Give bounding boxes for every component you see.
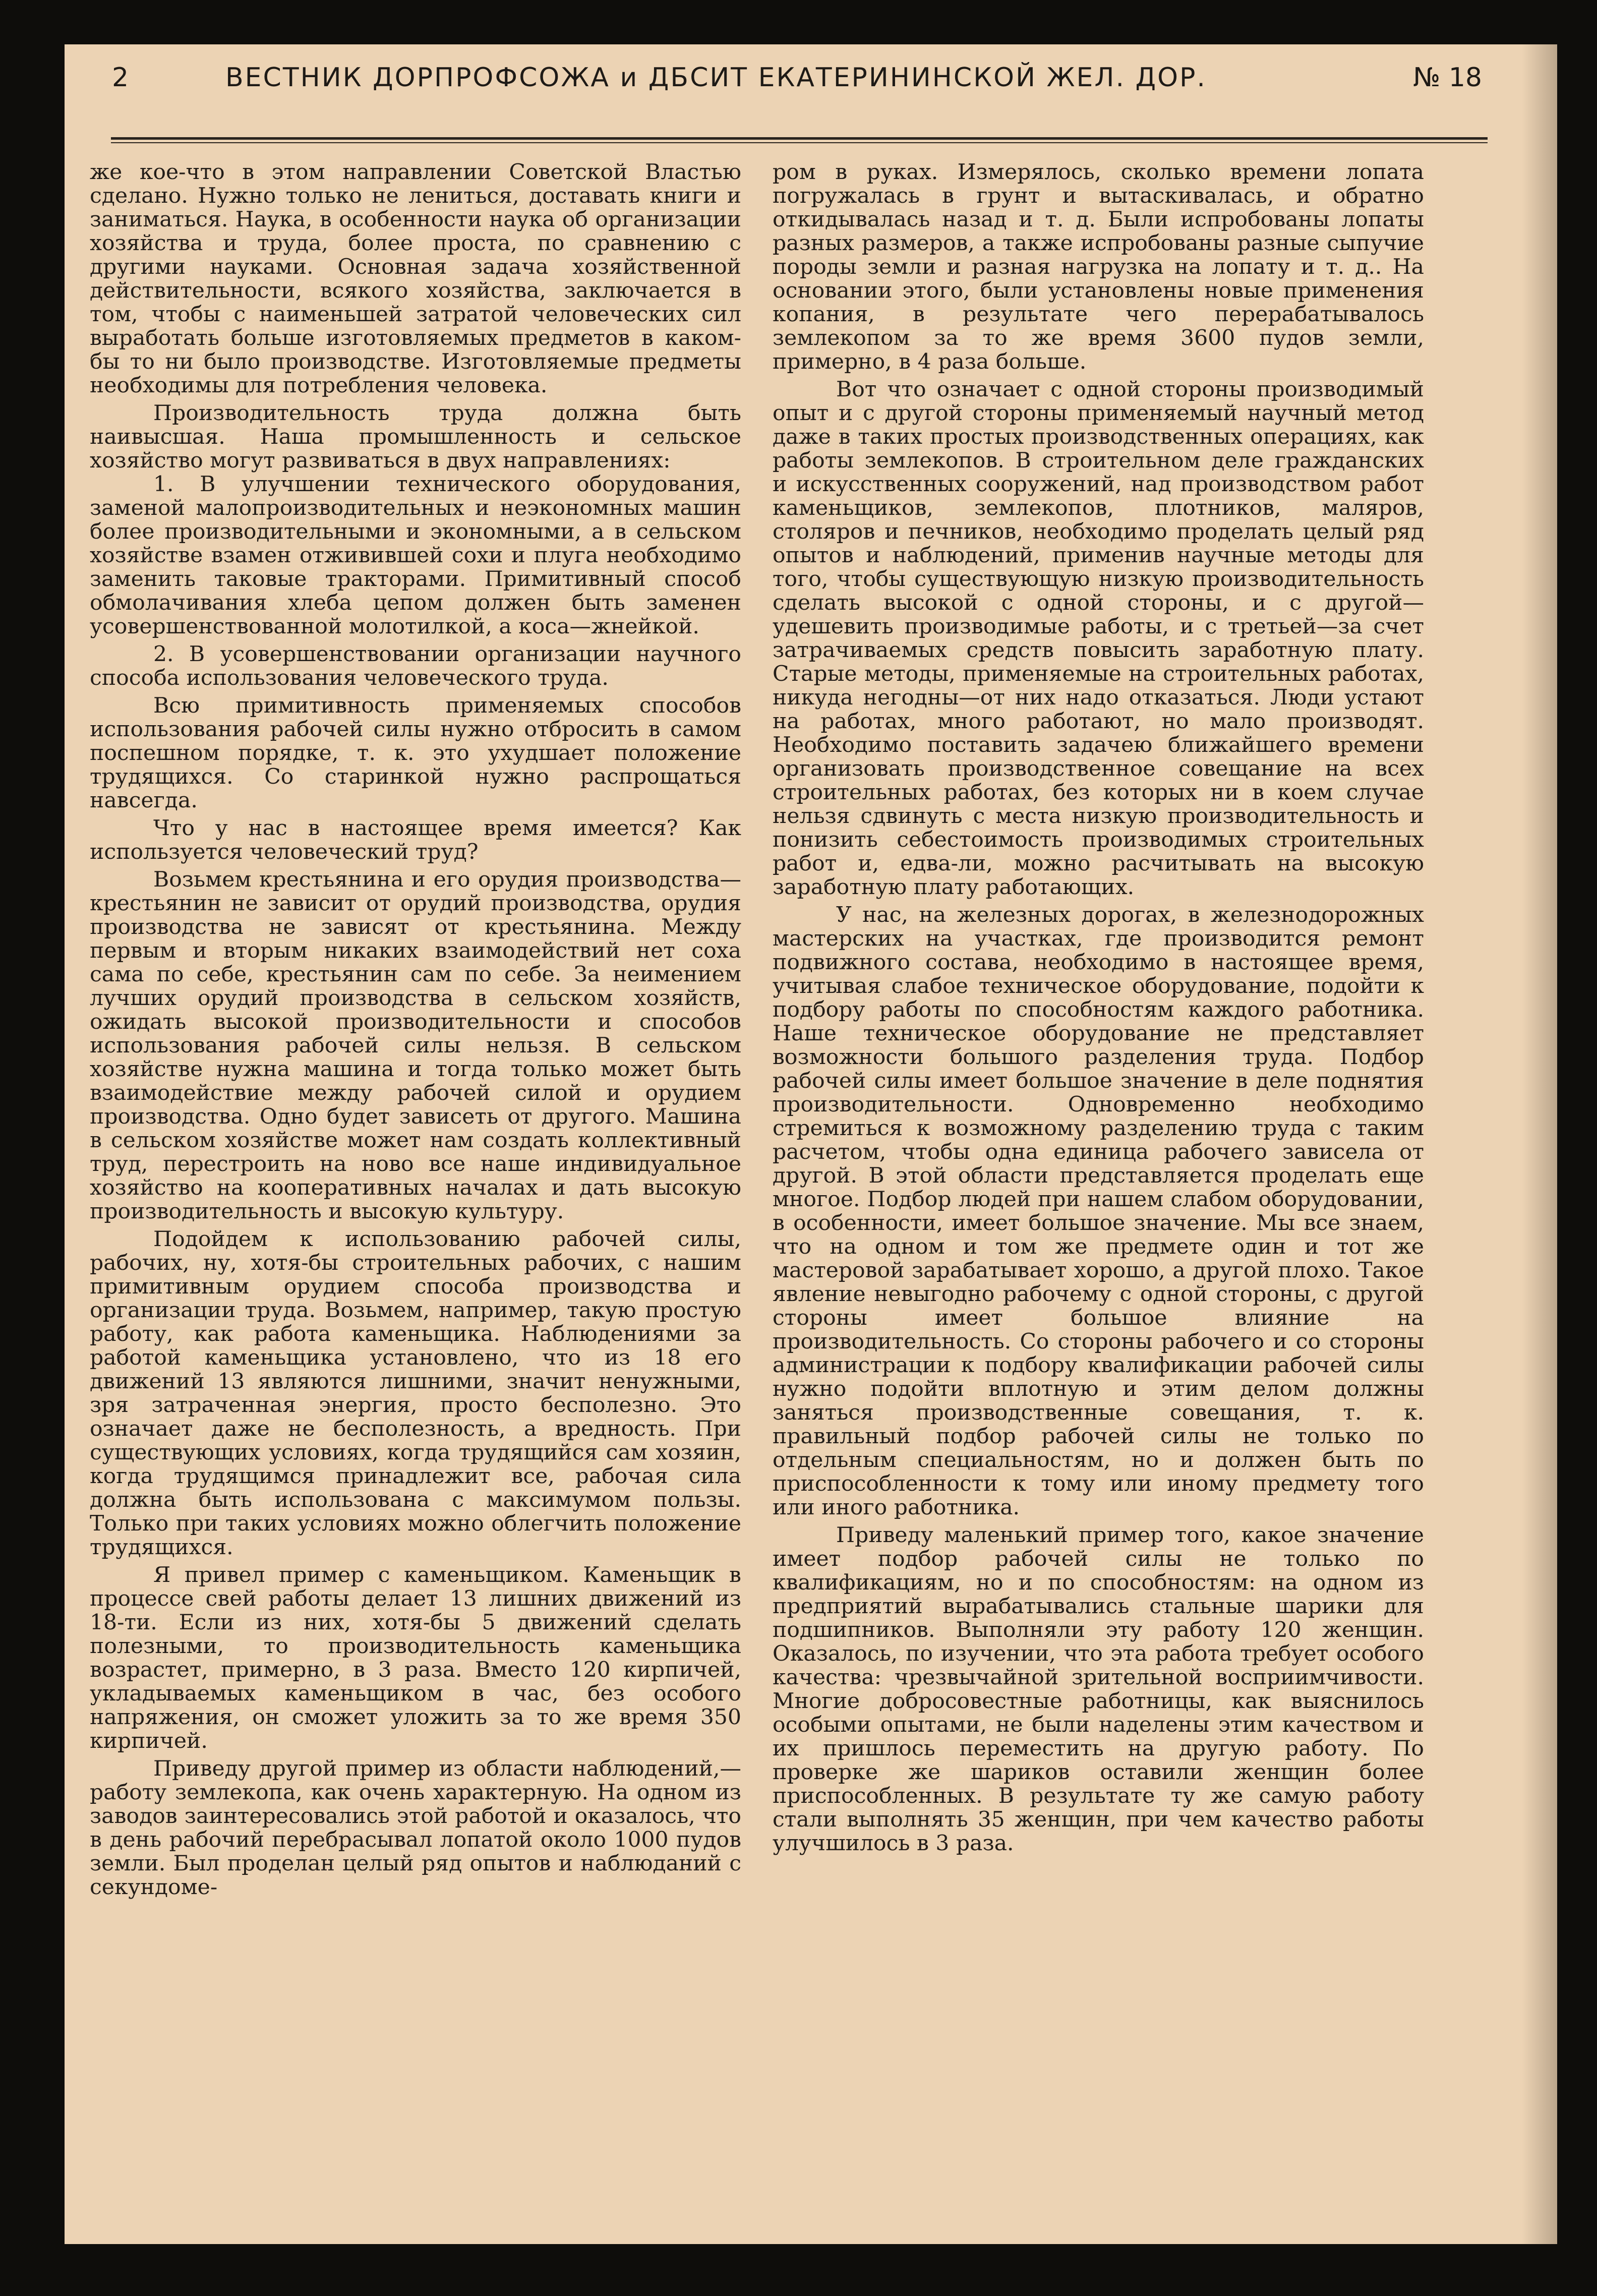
page-number: 2 — [112, 63, 129, 93]
paragraph: Приведу другой пример из области наблюдений,—работу землекопа, как очень характерную. На одном из заводов заинтересовались этой работой и оказалось, что в день рабочий перебрасывал лопатой около 1000 пудов земли. Был проделан целый ряд опытов и наблюданий с секундоме- — [90, 1756, 741, 1900]
paragraph: Приведу маленький пример того, какое значение имеет подбор рабочей силы не только по квалификациям, но и по способностям: на одном из предприятий вырабатывались стальные шарики для подшипников. Выполняли эту работу 120 женщин. Оказалось, по изучении, что эта работа требует особого качества: чрезвычайной зрительной восприимчивости. Многие добросовестные работницы, как выяснилось особыми опытами, не были наделены этим качеством и их пришлось переместить на другую работу. По проверке же шариков оставили женщин более приспособленных. В результате ту же самую работу стали выполнять 35 женщин, при чем качество работы улучшилось в 3 раза. — [773, 1523, 1424, 1856]
page-header — [112, 58, 1486, 94]
paragraph: Всю примитивность применяемых способов использования рабочей силы нужно отбросить в самом поспешном порядке, т. к. это ухудшает положение трудящихся. Со старинкой нужно распрощаться навсегда. — [90, 693, 741, 813]
paragraph: 2. В усовершенствовании организации научного способа использования человеческого труда. — [90, 642, 741, 690]
paragraph: же кое-что в этом направлении Советской Властью сделано. Нужно только не лениться, доставать книги и заниматься. Наука, в особенности наука об организации хозяйства и труда, более проста, по сравнению с другими науками. Основная задача хозяйственной действительности, всякого хозяйства, заключается в том, чтобы с наименьшей затратой человеческих сил выработать больше изготовляемых предметов в каком-бы то ни было производстве. Изготовляемые предметы необходимы для потребления человека. — [90, 160, 741, 398]
header-rule — [111, 137, 1488, 140]
issue-number: № 18 — [1413, 63, 1482, 93]
paragraph: ром в руках. Измерялось, сколько времени лопата погружалась в грунт и вытаскивалась, и обратно откидывалась назад и т. д. Были испробованы лопаты разных размеров, а также испробованы разные сыпучие породы земли и разная нагрузка на лопату и т. д.. На основании этого, были установлены новые применения копания, в результате чего перерабатывалось землекопом за то же время 3600 пудов земли, примерно, в 4 раза больше. — [773, 160, 1424, 374]
publication-title: ВЕСТНИК ДОРПРОФСОЖА и ДБСИТ ЕКАТЕРИНИНСКОЙ ЖЕЛ. ДОР. — [225, 63, 1207, 93]
paragraph: Производительность труда должна быть наивысшая. Наша промышленность и сельское хозяйство могут развиваться в двух направлениях: — [90, 401, 741, 473]
paragraph: У нас, на железных дорогах, в железнодорожных мастерских на участках, где производится ремонт подвижного состава, необходимо в настоящее время, учитывая слабое техническое оборудование, подойти к подбору работы по способностям каждого работника. Наше техническое оборудование не представляет возможности большого разделения труда. Подбор рабочей силы имеет большое значение в деле поднятия производительности. Одновременно необходимо стремиться к возможному разделению труда с таким расчетом, чтобы одна единица рабочего зависела от другой. В этой области представляется проделать еще многое. Подбор людей при нашем слабом оборудовании, в особенности, имеет большое значение. Мы все знаем, что на одном и том же предмете один и тот же мастеровой зарабатывает хорошо, а другой плохо. Такое явление невыгодно рабочему с одной стороны, с другой стороны имеет большое влияние на производительность. Со стороны рабочего и со стороны администрации к подбору квалификации рабочей силы нужно подойти вплотную и этим делом должны заняться производственные совещания, т. к. правильный подбор рабочей силы не только по отдельным специальностям, но и должен быть по приспособленности к тому или иному предмету того или иного работника. — [773, 903, 1424, 1520]
paragraph: Я привел пример с каменьщиком. Каменьщик в процессе свей работы делает 13 лишних движений из 18-ти. Если из них, хотя-бы 5 движений сделать полезными, то производительность каменьщика возрастет, примерно, в 3 раза. Вместо 120 кирпичей, укладываемых каменьщиком в час, без особого напряжения, он сможет уложить за то же время 350 кирпичей. — [90, 1563, 741, 1753]
page-fold-shadow — [1522, 44, 1557, 2244]
paragraph: 1. В улучшении технического оборудования, заменой малопроизводительных и неэкономных машин более производительными и экономными, а в сельском хозяйстве взамен отживившей сохи и плуга необходимо заменить таковые тракторами. Примитивный способ обмолачивания хлеба цепом должен быть заменен усовершенствованной молотилкой, а коса—жнейкой. — [90, 472, 741, 639]
paragraph: Что у нас в настоящее время имеется? Как используется человеческий труд? — [90, 816, 741, 864]
header-rule-thin — [111, 142, 1488, 143]
paragraph: Подойдем к использованию рабочей силы, рабочих, ну, хотя-бы строительных рабочих, с нашим примитивным орудием способа производства и организации труда. Возьмем, например, такую простую работу, как работа каменьщика. Наблюдениями за работой каменьщика установлено, что из 18 его движений 13 являются лишними, значит ненужными, зря затраченная энергия, просто бесполезно. Это означает даже не бесполезность, а вредность. При существующих условиях, когда трудящийся сам хозяин, когда трудящимся принадлежит все, рабочая сила должна быть использована с максимумом пользы. Только при таких условиях можно облегчить положение трудящихся. — [90, 1227, 741, 1560]
paragraph: Возьмем крестьянина и его орудия производства—крестьянин не зависит от орудий производства, орудия производства не зависят от крестьянина. Между первым и вторым никаких взаимодействий нет соха сама по себе, крестьянин сам по себе. За неимением лучших орудий производства в сельском хозяйств, ожидать высокой производительности и способов использования рабочей силы нельзя. В сельском хозяйстве нужна машина и тогда только может быть взаимодействие между рабочей силой и орудием производства. Одно будет зависеть от другого. Машина в сельском хозяйстве может нам создать коллективный труд, перестроить на ново все наше индивидуальное хозяйство на кооперативных началах и дать высокую производительность и высокую культуру. — [90, 867, 741, 1224]
left-column — [90, 160, 741, 1899]
paragraph: Вот что означает с одной стороны производимый опыт и с другой стороны применяемый научный метод даже в таких простых производственных операциях, как работы землекопов. В строительном деле гражданских и искусственных сооружений, над производством работ каменьщиков, землекопов, плотников, маляров, столяров и печников, необходимо проделать целый ряд опытов и наблюдений, применив научные методы для того, чтобы существующую низкую производительность сделать высокой с одной стороны, и с другой—удешевить производимые работы, и с третьей—за счет затрачиваемых средств повысить заработную плату. Старые методы, применяемые на строительных работах, никуда негодны—от них надо отказаться. Люди устают на работах, много работают, но мало производят. Необходимо поставить задачею ближайшего времени организовать производственное совещание на всех строительных работах, без которых ни в коем случае нельзя сдвинуть с места низкую производительность и понизить себестоимость производимых строительных работ и, едва-ли, можно расчитывать на высокую заработную плату работающих. — [773, 377, 1424, 900]
right-column — [773, 160, 1424, 1855]
